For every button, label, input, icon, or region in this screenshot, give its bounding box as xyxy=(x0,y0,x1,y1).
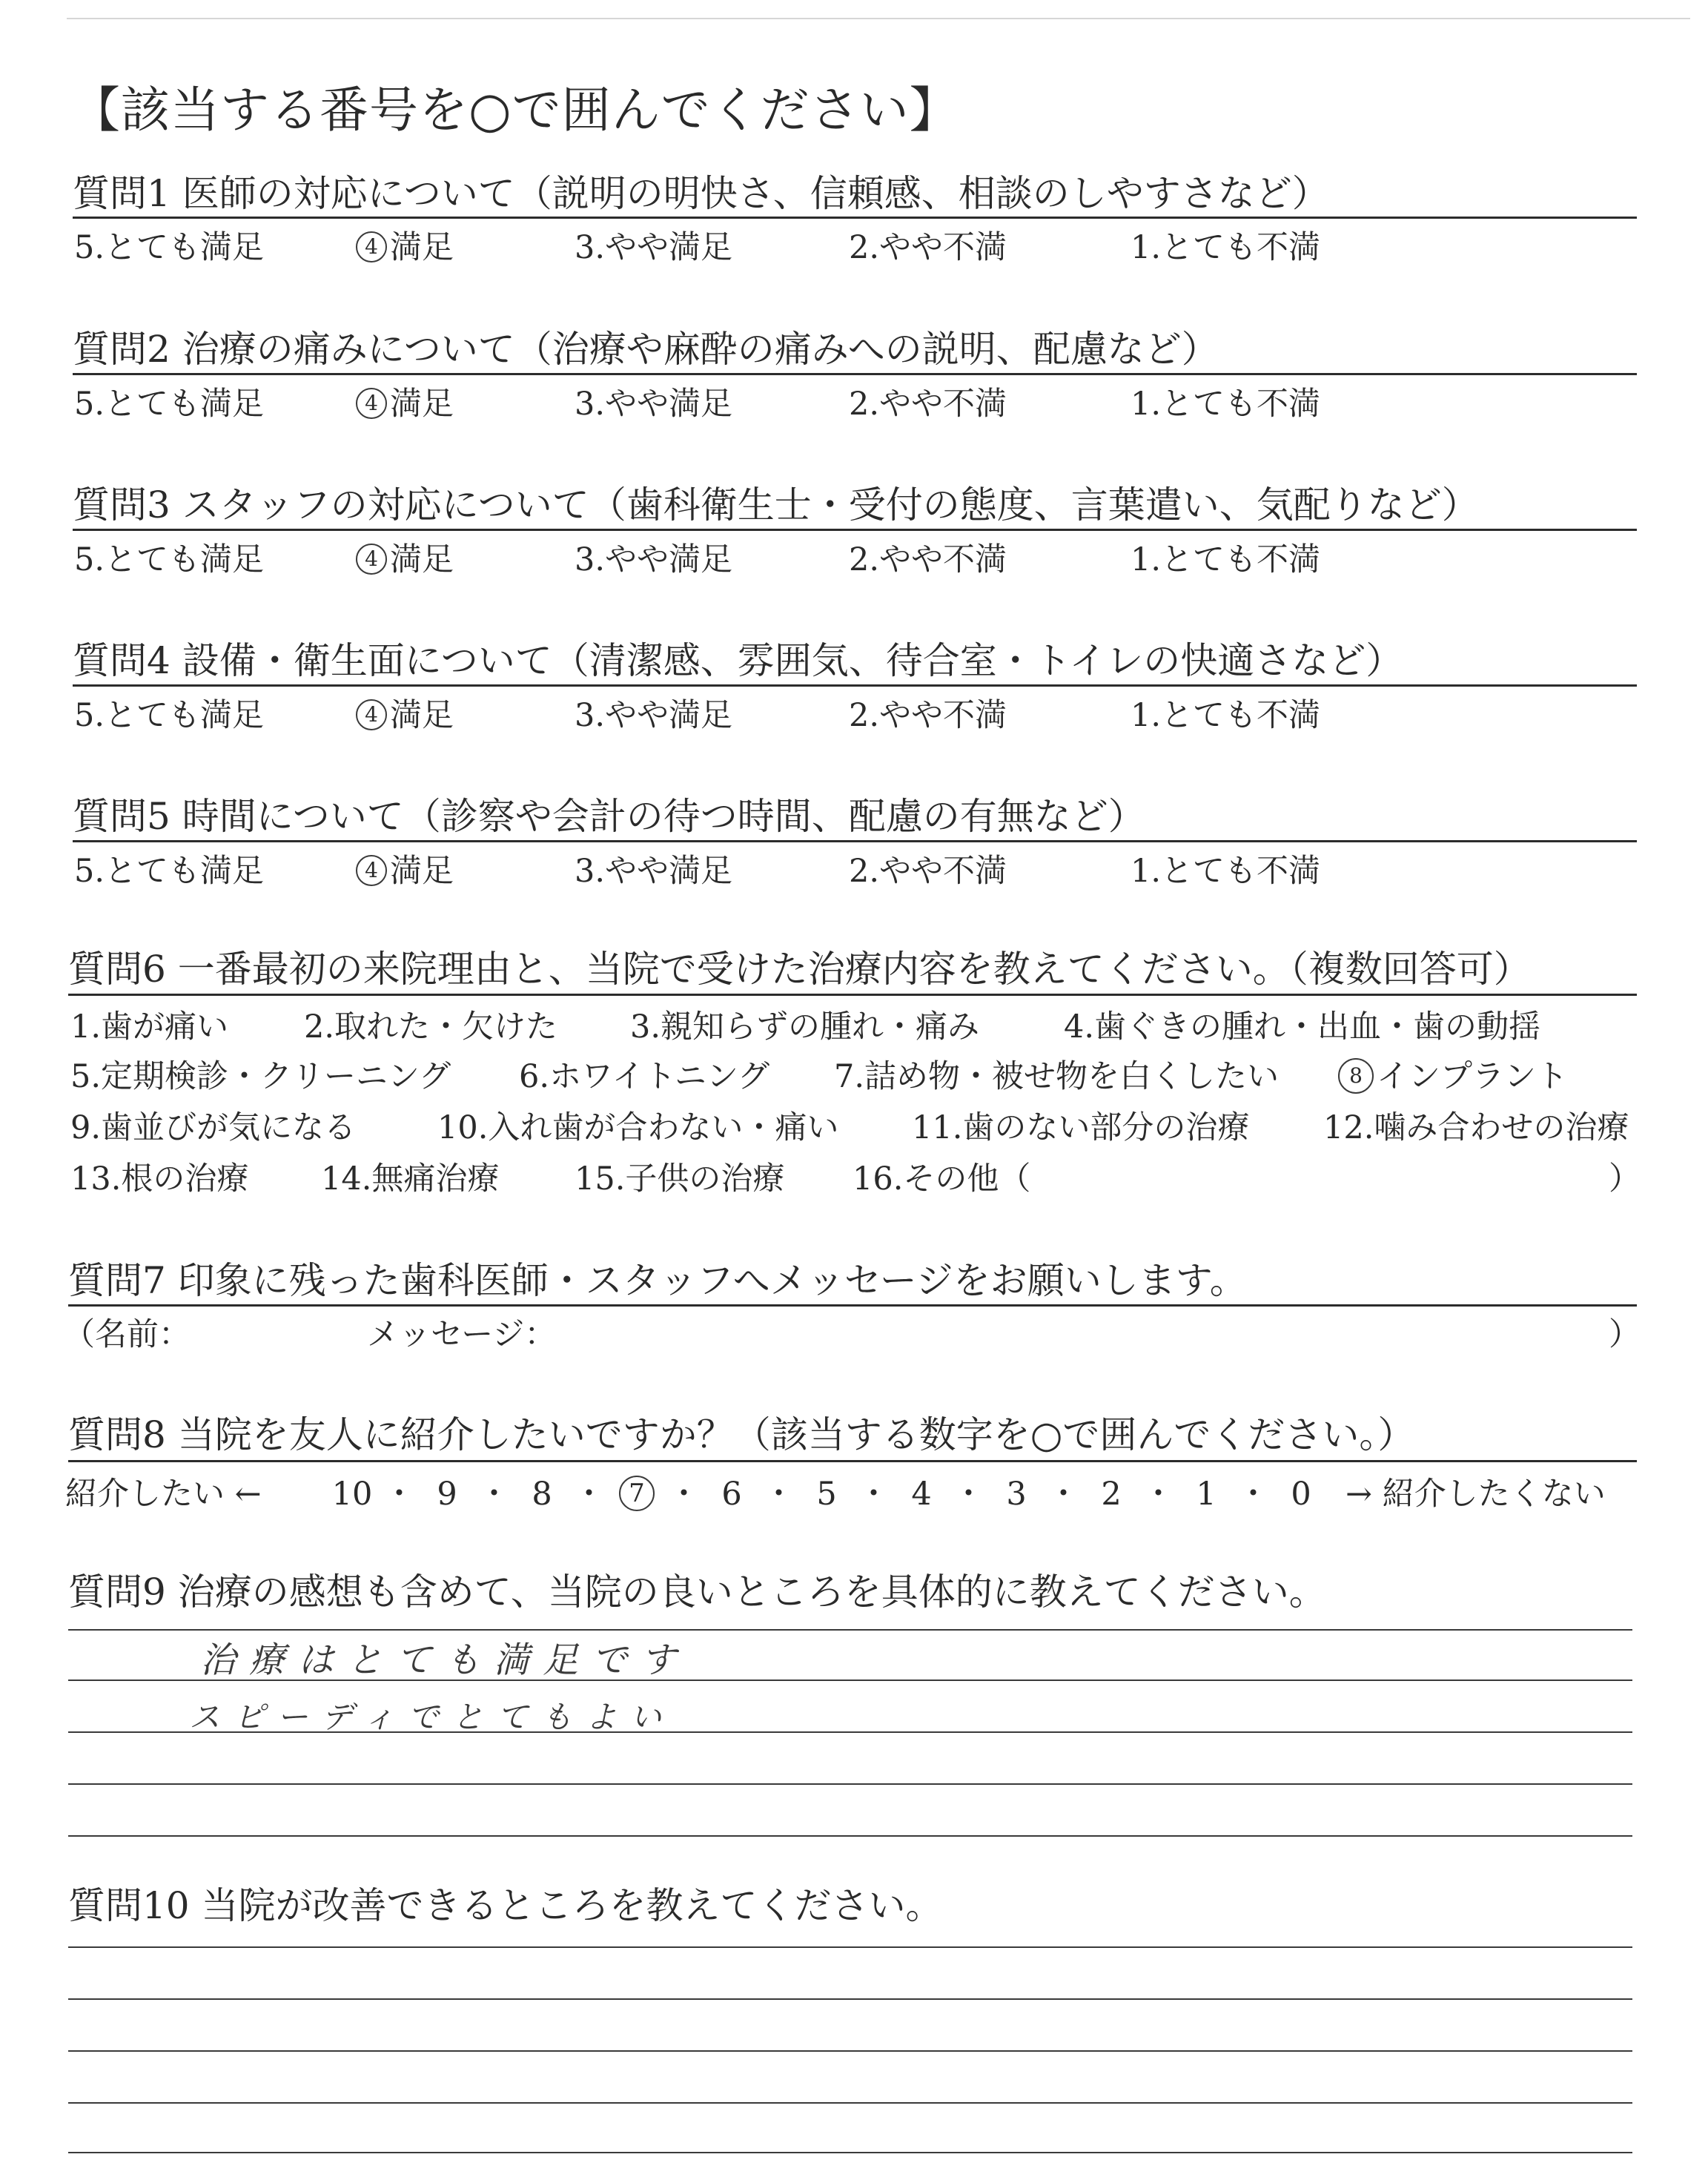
instruction-header: 【該当する番号を○で囲んでください】 xyxy=(71,82,959,139)
q8-scale-separator: ・ xyxy=(953,1476,984,1513)
question-10-title: 質問10 当院が改善できるところを教えてください。 xyxy=(68,1884,943,1927)
q4-option-1[interactable]: 1.とても不満 xyxy=(1131,697,1321,734)
q6-option-8[interactable]: 8 インプラント xyxy=(1338,1058,1568,1097)
circled-mark: 4 xyxy=(356,855,387,886)
q8-scale-value[interactable]: 1 xyxy=(1196,1476,1217,1513)
question-7-rule xyxy=(68,1304,1637,1307)
q8-right-label: → 紹介したくない xyxy=(1345,1476,1606,1513)
q9-handwritten-answer-1: 治療はとても満足です xyxy=(200,1639,690,1681)
top-rule xyxy=(67,18,1690,19)
q1-option-4[interactable]: 4 満足 xyxy=(356,229,454,266)
q6-option-10[interactable]: 10.入れ歯が合わない・痛い xyxy=(437,1109,839,1146)
question-9-title: 質問9 治療の感想も含めて、当院の良いところを具体的に教えてください。 xyxy=(68,1571,1326,1614)
q8-scale-separator: ・ xyxy=(478,1476,510,1513)
q8-scale-value[interactable]: 2 xyxy=(1101,1476,1122,1513)
question-3-rule xyxy=(73,529,1637,531)
q5-option-5[interactable]: 5.とても満足 xyxy=(74,853,265,890)
question-6-title: 質問6 一番最初の来院理由と、当院で受けた治療内容を教えてください。（複数回答可） xyxy=(68,948,1531,991)
q6-option-5[interactable]: 5.定期検診・クリーニング xyxy=(70,1058,451,1095)
q8-scale-value[interactable]: 9 xyxy=(437,1476,457,1513)
q6-option-11[interactable]: 11.歯のない部分の治療 xyxy=(912,1109,1250,1146)
q8-scale-separator: ・ xyxy=(1237,1476,1269,1513)
question-4-title: 質問4 設備・衛生面について（清潔感、雰囲気、待合室・トイレの快適さなど） xyxy=(73,639,1403,682)
q10-writing-line xyxy=(68,1998,1632,2000)
q8-left-label: 紹介したい ← xyxy=(65,1476,262,1513)
q1-option-3[interactable]: 3.やや満足 xyxy=(575,229,733,266)
q6-option-9[interactable]: 9.歯並びが気になる xyxy=(70,1109,357,1146)
q10-writing-line xyxy=(68,2050,1632,2052)
q1-option-5[interactable]: 5.とても満足 xyxy=(74,229,265,266)
q6-option-7[interactable]: 7.詰め物・被せ物を白くしたい xyxy=(834,1058,1280,1095)
q10-writing-line xyxy=(68,1946,1632,1948)
circled-mark: 4 xyxy=(356,544,387,575)
q4-option-4[interactable]: 4 満足 xyxy=(356,697,454,734)
q6-option-4[interactable]: 4.歯ぐきの腫れ・出血・歯の動揺 xyxy=(1064,1008,1541,1046)
question-1-rule xyxy=(73,217,1637,219)
q1-option-2[interactable]: 2.やや不満 xyxy=(849,229,1007,266)
q7-close-paren: ） xyxy=(1609,1316,1641,1353)
q6-option-1[interactable]: 1.歯が痛い xyxy=(70,1008,229,1046)
circled-mark: 4 xyxy=(356,699,387,730)
question-7-title: 質問7 印象に残った歯科医師・スタッフへメッセージをお願いします。 xyxy=(68,1259,1247,1302)
circled-mark: 7 xyxy=(619,1476,655,1511)
q3-option-1[interactable]: 1.とても不満 xyxy=(1131,541,1321,578)
q8-scale-separator: ・ xyxy=(573,1476,605,1513)
q8-scale-value[interactable]: 6 xyxy=(721,1476,742,1513)
q6-option-15[interactable]: 15.子供の治療 xyxy=(575,1160,785,1198)
q10-writing-line xyxy=(68,2152,1632,2153)
q6-option-13[interactable]: 13.根の治療 xyxy=(70,1160,249,1198)
q8-scale-value[interactable] xyxy=(615,1476,659,1514)
circled-mark: 8 xyxy=(1338,1058,1374,1094)
q8-scale-value[interactable]: 4 xyxy=(911,1476,932,1513)
q4-option-3[interactable]: 3.やや満足 xyxy=(575,697,733,734)
question-2-rule xyxy=(73,373,1637,375)
q6-option-2[interactable]: 2.取れた・欠けた xyxy=(304,1008,558,1046)
q8-scale-value[interactable]: 3 xyxy=(1006,1476,1027,1513)
circled-mark: 4 xyxy=(356,231,387,262)
q8-scale-value[interactable]: 8 xyxy=(532,1476,552,1513)
q8-scale-separator: ・ xyxy=(763,1476,795,1513)
q8-scale-value[interactable]: 5 xyxy=(816,1476,837,1513)
question-8-title: 質問8 当院を友人に紹介したいですか？（該当する数字を○で囲んでください。） xyxy=(68,1413,1415,1456)
q6-other-close-paren: ） xyxy=(1609,1160,1641,1198)
q2-option-5[interactable]: 5.とても満足 xyxy=(74,386,265,423)
q8-scale-value[interactable]: 0 xyxy=(1291,1476,1311,1513)
q9-writing-line xyxy=(68,1629,1632,1631)
q8-scale-separator: ・ xyxy=(668,1476,700,1513)
q7-name-label: （名前： xyxy=(63,1316,191,1353)
question-3-title: 質問3 スタッフの対応について（歯科衛生士・受付の態度、言葉遣い、気配りなど） xyxy=(73,483,1479,526)
q8-scale-separator: ・ xyxy=(858,1476,890,1513)
q7-message-label: メッセージ： xyxy=(367,1316,557,1353)
q1-option-1[interactable]: 1.とても不満 xyxy=(1131,229,1321,266)
q8-scale-value[interactable]: 10 xyxy=(331,1476,373,1513)
q3-option-4[interactable]: 4 満足 xyxy=(356,541,454,578)
q3-option-2[interactable]: 2.やや不満 xyxy=(849,541,1007,578)
q5-option-4[interactable]: 4 満足 xyxy=(356,853,454,890)
question-5-title: 質問5 時間について（診察や会計の待つ時間、配慮の有無など） xyxy=(73,795,1145,838)
q2-option-2[interactable]: 2.やや不満 xyxy=(849,386,1007,423)
q6-option-16[interactable]: 16.その他（ xyxy=(853,1160,1031,1198)
q4-option-2[interactable]: 2.やや不満 xyxy=(849,697,1007,734)
question-4-rule xyxy=(73,684,1637,687)
question-1-title: 質問1 医師の対応について（説明の明快さ、信頼感、相談のしやすさなど） xyxy=(73,172,1329,215)
question-5-rule xyxy=(73,840,1637,842)
q2-option-1[interactable]: 1.とても不満 xyxy=(1131,386,1321,423)
q2-option-4[interactable]: 4 満足 xyxy=(356,386,454,423)
question-8-rule xyxy=(68,1460,1637,1462)
q8-scale-separator: ・ xyxy=(383,1476,415,1513)
q9-writing-line xyxy=(68,1783,1632,1785)
q5-option-2[interactable]: 2.やや不満 xyxy=(849,853,1007,890)
q10-writing-line xyxy=(68,2102,1632,2104)
q3-option-3[interactable]: 3.やや満足 xyxy=(575,541,733,578)
q4-option-5[interactable]: 5.とても満足 xyxy=(74,697,265,734)
question-6-rule xyxy=(68,994,1637,996)
q8-scale-separator: ・ xyxy=(1142,1476,1174,1513)
q6-option-14[interactable]: 14.無痛治療 xyxy=(321,1160,500,1198)
q9-handwritten-answer-2: スピーディでとてもよい xyxy=(189,1699,675,1735)
q9-writing-line xyxy=(68,1835,1632,1837)
q6-option-12[interactable]: 12.噛み合わせの治療 xyxy=(1323,1109,1629,1146)
q5-option-3[interactable]: 3.やや満足 xyxy=(575,853,733,890)
q8-scale-separator: ・ xyxy=(1047,1476,1079,1513)
question-2-title: 質問2 治療の痛みについて（治療や麻酔の痛みへの説明、配慮など） xyxy=(73,328,1219,371)
q5-option-1[interactable]: 1.とても不満 xyxy=(1131,853,1321,890)
circled-mark: 4 xyxy=(356,388,387,419)
q3-option-5[interactable]: 5.とても満足 xyxy=(74,541,265,578)
q6-option-6[interactable]: 6.ホワイトニング xyxy=(519,1058,770,1095)
q6-option-3[interactable]: 3.親知らずの腫れ・痛み xyxy=(630,1008,980,1046)
q2-option-3[interactable]: 3.やや満足 xyxy=(575,386,733,423)
